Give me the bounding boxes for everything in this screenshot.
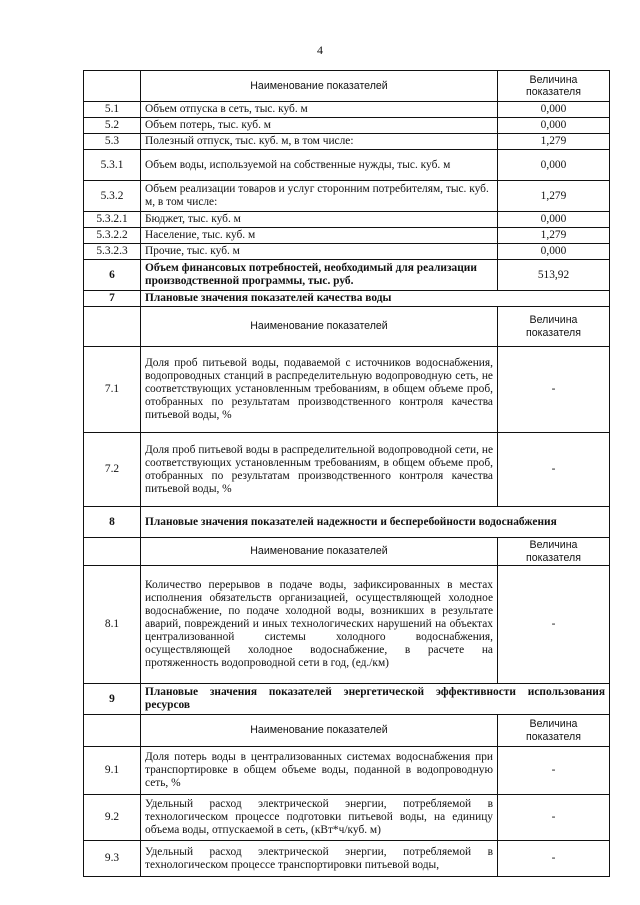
- row-value: -: [498, 841, 610, 877]
- table-row: [84, 102, 610, 118]
- row-number: 7.1: [84, 347, 141, 433]
- table-row: [84, 433, 610, 507]
- header-num-cell: [84, 715, 141, 747]
- table-row: [84, 566, 610, 684]
- row-number: 6: [84, 260, 141, 291]
- header-value: Величина показателя: [498, 538, 610, 566]
- row-value: 0,000: [498, 118, 610, 134]
- section-title: Плановые значения показателей энергетической эффективности использования ресурсов: [141, 684, 610, 715]
- header-num-cell: [84, 307, 141, 347]
- row-name: Объем отпуска в сеть, тыс. куб. м: [141, 102, 498, 118]
- table-row: [84, 150, 610, 181]
- row-value: -: [498, 347, 610, 433]
- section-number: 7: [84, 291, 141, 307]
- row-value: 0,000: [498, 102, 610, 118]
- table-row: [84, 347, 610, 433]
- header-name: Наименование показателей: [141, 538, 498, 566]
- table-row: [84, 118, 610, 134]
- row-value: 513,92: [498, 260, 610, 291]
- table-row: [84, 228, 610, 244]
- row-value: -: [498, 566, 610, 684]
- header-num-cell: [84, 538, 141, 566]
- row-name: Объем реализации товаров и услуг сторонним потребителям, тыс. куб. м, в том числе:: [141, 181, 498, 212]
- table-header-row: [84, 307, 610, 347]
- section-title: Плановые значения показателей надежности и бесперебойности водоснабжения: [141, 507, 610, 538]
- row-value: 0,000: [498, 150, 610, 181]
- table-row: [84, 134, 610, 150]
- row-number: 9.1: [84, 747, 141, 795]
- row-value: -: [498, 795, 610, 841]
- row-number: 8.1: [84, 566, 141, 684]
- table-row: [84, 244, 610, 260]
- row-value: -: [498, 747, 610, 795]
- header-value: Величина показателя: [498, 71, 610, 102]
- row-number: 5.1: [84, 102, 141, 118]
- row-name: Объем потерь, тыс. куб. м: [141, 118, 498, 134]
- row-name: Доля проб питьевой воды в распределительной водопроводной сети, не соответствующих установленным требованиям, в общем объеме проб, отобранных по результатам производственного контроля качества питьевой воды, %: [141, 433, 498, 507]
- table-header-row: [84, 715, 610, 747]
- row-number: 9.3: [84, 841, 141, 877]
- row-name: Доля потерь воды в централизованных системах водоснабжения при транспортировке в общем объеме воды, поданной в водопроводную сеть, %: [141, 747, 498, 795]
- row-value: 1,279: [498, 134, 610, 150]
- header-name: Наименование показателей: [141, 71, 498, 102]
- row-number: 5.3.2.3: [84, 244, 141, 260]
- table-header-row: [84, 71, 610, 102]
- section-row-9: [84, 684, 610, 715]
- row-value: -: [498, 433, 610, 507]
- page-number: 4: [317, 43, 323, 57]
- row-name: Полезный отпуск, тыс. куб. м, в том числе:: [141, 134, 498, 150]
- row-number: 9.2: [84, 795, 141, 841]
- financial-row: [84, 260, 610, 291]
- row-name: Прочие, тыс. куб. м: [141, 244, 498, 260]
- row-name: Доля проб питьевой воды, подаваемой с источников водоснабжения, водопроводных станций в распределительную водопроводную сеть, не соответствующих установленным требованиям, в общем объеме проб, отобранных по результатам производственного контроля качества питьевой воды, %: [141, 347, 498, 433]
- row-number: 5.2: [84, 118, 141, 134]
- section-row-7: [84, 291, 610, 307]
- row-name: Количество перерывов в подаче воды, зафиксированных в местах исполнения обязательств организацией, осуществляющей холодное водоснабжение, по подаче холодной воды, возникших в результате аварий, повреждений и иных технологических нарушений на объектах централизованной системы холодного водоснабжения, осуществляющей холодное водоснабжение, в расчете на протяженность водопроводной сети в год, (ед./км): [141, 566, 498, 684]
- section-number: 9: [84, 684, 141, 715]
- section-row-8: [84, 507, 610, 538]
- section-number: 8: [84, 507, 141, 538]
- header-name: Наименование показателей: [141, 715, 498, 747]
- row-name: Объем финансовых потребностей, необходимый для реализации производственной программы, тыс. руб.: [141, 260, 498, 291]
- table-row: [84, 181, 610, 212]
- indicators-table: [83, 70, 610, 877]
- row-name: Удельный расход электрической энергии, потребляемой в технологическом процессе транспортировки питьевой воды,: [141, 841, 498, 877]
- section-title: Плановые значения показателей качества воды: [141, 291, 610, 307]
- header-name: Наименование показателей: [141, 307, 498, 347]
- row-number: 5.3.2.2: [84, 228, 141, 244]
- header-num-cell: [84, 71, 141, 102]
- row-number: 5.3.2: [84, 181, 141, 212]
- row-value: 0,000: [498, 244, 610, 260]
- table-row: [84, 747, 610, 795]
- header-value: Величина показателя: [498, 715, 610, 747]
- row-number: 5.3.1: [84, 150, 141, 181]
- table-row: [84, 795, 610, 841]
- row-name: Население, тыс. куб. м: [141, 228, 498, 244]
- row-name: Объем воды, используемой на собственные нужды, тыс. куб. м: [141, 150, 498, 181]
- row-value: 1,279: [498, 181, 610, 212]
- table-header-row: [84, 538, 610, 566]
- row-value: 1,279: [498, 228, 610, 244]
- table-row: [84, 212, 610, 228]
- row-value: 0,000: [498, 212, 610, 228]
- row-name: Удельный расход электрической энергии, потребляемой в технологическом процессе подготовки питьевой воды, на единицу объема воды, отпускаемой в сеть, (кВт*ч/куб. м): [141, 795, 498, 841]
- row-number: 5.3.2.1: [84, 212, 141, 228]
- row-number: 7.2: [84, 433, 141, 507]
- row-number: 5.3: [84, 134, 141, 150]
- table-row: [84, 841, 610, 877]
- header-value: Величина показателя: [498, 307, 610, 347]
- row-name: Бюджет, тыс. куб. м: [141, 212, 498, 228]
